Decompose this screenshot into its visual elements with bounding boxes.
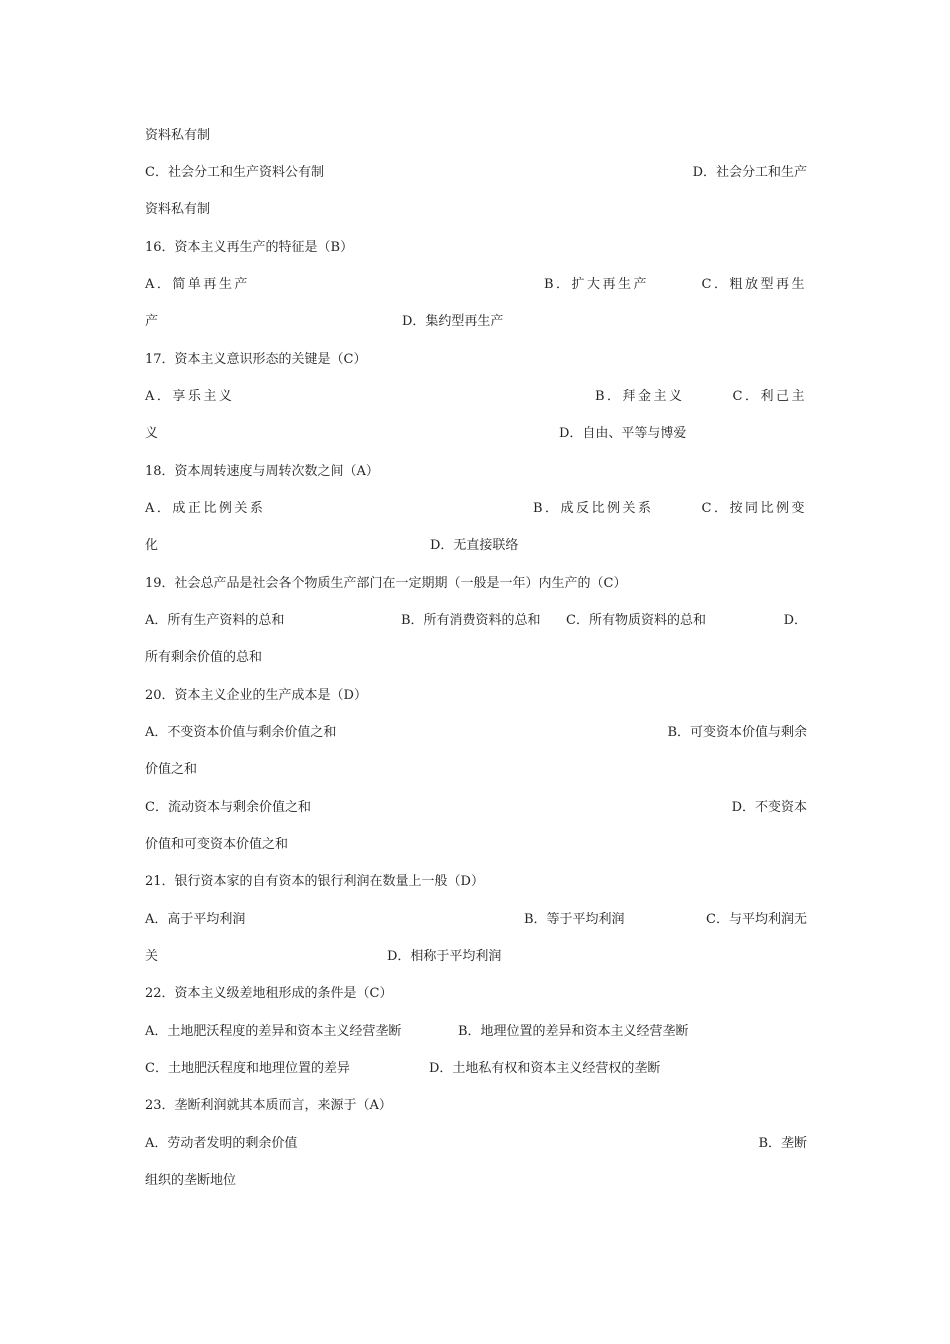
text-span: 资料私有制: [145, 202, 211, 217]
text-line: [145, 760, 807, 780]
option-c: C．利己主: [732, 389, 807, 404]
text-line: [145, 1171, 807, 1191]
question-text: 16．资本主义再生产的特征是（B）: [145, 240, 354, 255]
option-d: D．土地私有权和资本主义经营权的垄断: [429, 1061, 661, 1076]
option-b: B．垄断: [758, 1136, 807, 1151]
option-continuation: 组织的垄断地位: [145, 1173, 237, 1188]
option-line: [145, 275, 807, 295]
option-c: C．土地肥沃程度和地理位置的差异: [145, 1061, 350, 1076]
option-line: [145, 1059, 807, 1079]
option-line: [145, 910, 807, 930]
option-d: D．不变资本: [731, 800, 807, 815]
option-continuation: 关: [145, 949, 159, 964]
question-text: 21．银行资本家的自有资本的银行利润在数量上一般（D）: [145, 874, 484, 889]
option-c: C．所有物质资料的总和: [566, 613, 706, 628]
option-a: A．享乐主义: [145, 389, 235, 404]
question-16: [145, 238, 807, 258]
option-d: D．集约型再生产: [402, 314, 504, 329]
text-span: 资料私有制: [145, 128, 211, 143]
question-text: 17．资本主义意识形态的关键是（C）: [145, 352, 367, 367]
question-text: 19．社会总产品是社会各个物质生产部门在一定期期（一般是一年）内生产的（C）: [145, 576, 627, 591]
option-d: D．相称于平均利润: [387, 949, 502, 964]
option-c: C．粗放型再生: [701, 277, 807, 292]
option-b: B．等于平均利润: [524, 912, 625, 927]
option-a: A．劳动者发明的剩余价值: [145, 1136, 298, 1151]
option-line: [145, 312, 807, 332]
option-line: [145, 947, 807, 967]
text-line: [145, 648, 807, 668]
option-line: [145, 387, 807, 407]
option-d: D．无直接联络: [430, 538, 519, 553]
question-17: [145, 350, 807, 370]
option-line: [145, 1022, 807, 1042]
question-20: [145, 686, 807, 706]
question-22: [145, 984, 807, 1004]
option-continuation: 义: [145, 426, 159, 441]
question-text: 22．资本主义级差地租形成的条件是（C）: [145, 986, 393, 1001]
option-d: D．: [783, 613, 807, 628]
question-text: 18．资本周转速度与周转次数之间（A）: [145, 464, 379, 479]
text-line: [145, 835, 807, 855]
option-continuation: 所有剩余价值的总和: [145, 650, 263, 665]
question-text: 20．资本主义企业的生产成本是（D）: [145, 688, 367, 703]
option-c: C．按同比例变: [701, 501, 807, 516]
text-line: [145, 200, 807, 220]
option-a: A．简单再生产: [145, 277, 250, 292]
question-text: 23．垄断利润就其本质而言，来源于（A）: [145, 1098, 392, 1113]
option-d: D．社会分工和生产: [692, 165, 807, 180]
option-b: B．地理位置的差异和资本主义经营垄断: [458, 1024, 689, 1039]
option-b: B．可变资本价值与剩余: [667, 725, 807, 740]
option-a: A．土地肥沃程度的差异和资本主义经营垄断: [145, 1024, 402, 1039]
option-c: C．与平均利润无: [706, 912, 807, 927]
option-a: A．不变资本价值与剩余价值之和: [145, 725, 337, 740]
option-b: B．扩大再生产: [544, 277, 650, 292]
option-line: [145, 424, 807, 444]
option-continuation: 价值之和: [145, 762, 198, 777]
text-line: [145, 126, 807, 146]
option-d: D．自由、平等与博爱: [559, 426, 687, 441]
option-line: [145, 1134, 807, 1154]
question-21: [145, 872, 807, 892]
option-line: [145, 163, 807, 183]
option-c: C．流动资本与剩余价值之和: [145, 800, 311, 815]
option-line: [145, 723, 807, 743]
option-a: A．高于平均利润: [145, 912, 246, 927]
option-line: [145, 798, 807, 818]
option-b: B．成反比例关系: [533, 501, 654, 516]
question-18: [145, 462, 807, 482]
question-19: [145, 574, 807, 594]
option-b: B．拜金主义: [595, 389, 685, 404]
option-continuation: 价值和可变资本价值之和: [145, 837, 289, 852]
option-line: [145, 499, 807, 519]
option-line: [145, 536, 807, 556]
option-continuation: 化: [145, 538, 159, 553]
option-continuation: 产: [145, 314, 159, 329]
option-b: B．所有消费资料的总和: [401, 613, 541, 628]
option-a: A．所有生产资料的总和: [145, 613, 285, 628]
option-a: A．成正比例关系: [145, 501, 266, 516]
option-c: C．社会分工和生产资料公有制: [145, 165, 324, 180]
option-line: [145, 611, 807, 631]
question-23: [145, 1096, 807, 1116]
